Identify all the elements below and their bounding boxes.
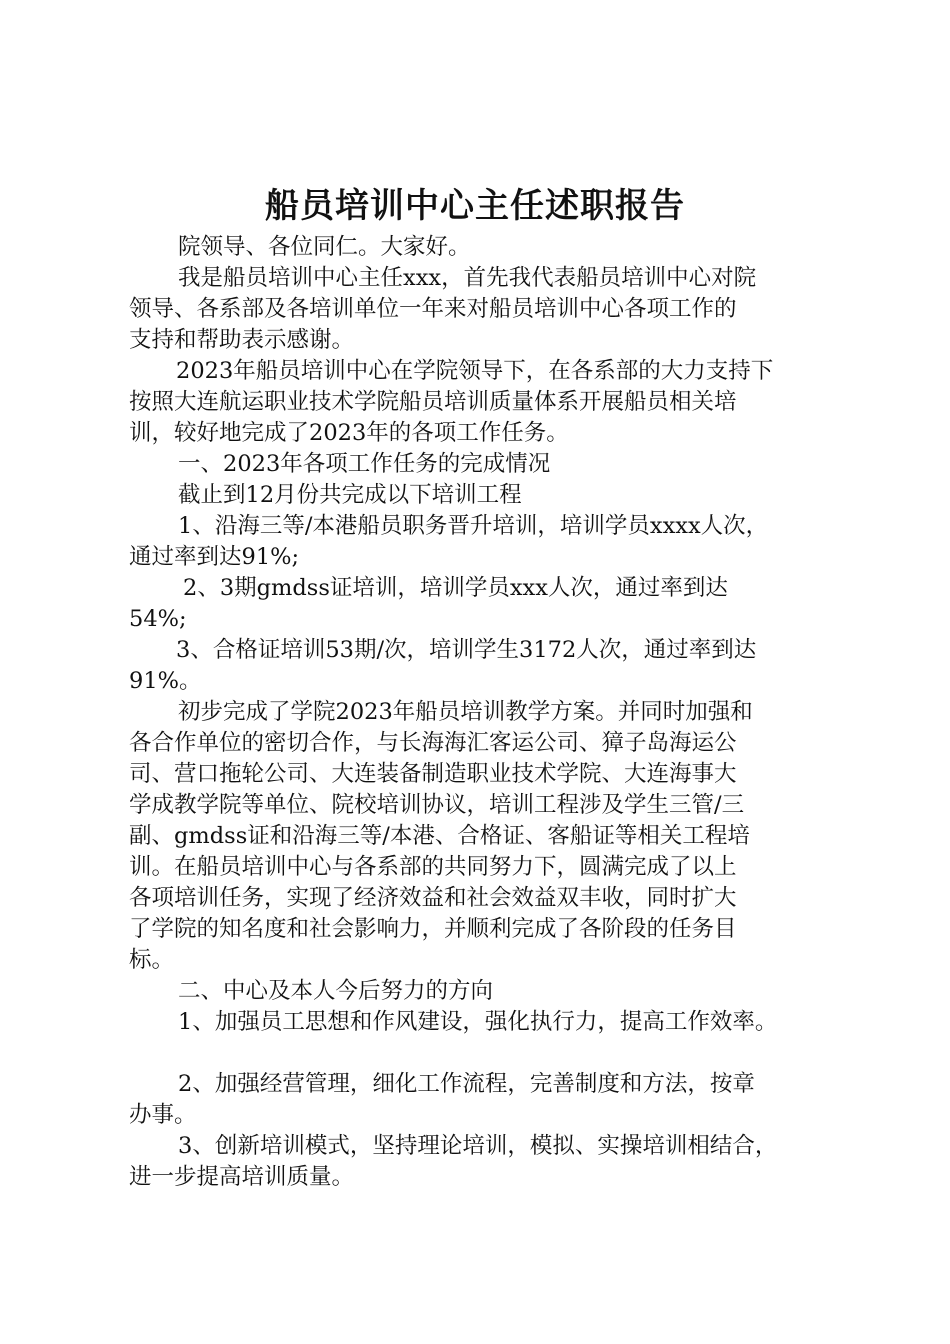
list-item-continuation: 通过率到达91%; [129,544,300,570]
list-item: 3、创新培训模式，坚持理论培训，模拟、实操培训相结合， [178,1133,778,1159]
paragraph-line: 初步完成了学院2023年船员培训教学方案。并同时加强和 [178,699,753,725]
section-heading: 一、2023年各项工作任务的完成情况 [178,451,551,477]
paragraph-line: 各项培训任务，实现了经济效益和社会效益双丰收，同时扩大 [129,885,737,911]
paragraph-line: 司、营口拖轮公司、大连装备制造职业技术学院、大连海事大 [129,761,737,787]
paragraph-line: 按照大连航运职业技术学院船员培训质量体系开展船员相关培 [129,389,737,415]
greeting-line: 院领导、各位同仁。大家好。 [178,234,471,260]
list-item: 2、3期gmdss证培训，培训学员xxx人次，通过率到达 [183,575,728,601]
blank-line [129,1038,835,1069]
list-item-continuation: 54%; [129,606,187,632]
paragraph-line: 训。在船员培训中心与各系部的共同努力下，圆满完成了以上 [129,854,737,880]
paragraph-line: 标。 [129,947,175,973]
paragraph-line: 各合作单位的密切合作，与长海海汇客运公司、獐子岛海运公 [129,730,737,756]
list-item-continuation: 进一步提高培训质量。 [129,1164,355,1190]
paragraph-line: 领导、各系部及各培训单位一年来对船员培训中心各项工作的 [129,296,737,322]
list-item: 1、加强员工思想和作风建设，强化执行力，提高工作效率。 [178,1009,778,1035]
document-title: 船员培训中心主任述职报告 [265,186,685,226]
document-body [129,232,835,1193]
paragraph-line: 2023年船员培训中心在学院领导下，在各系部的大力支持下 [176,358,774,384]
paragraph-line: 我是船员培训中心主任xxx，首先我代表船员培训中心对院 [178,265,757,291]
paragraph-line: 副、gmdss证和沿海三等/本港、合格证、客船证等相关工程培 [129,823,750,849]
section-heading: 二、中心及本人今后努力的方向 [178,978,494,1004]
list-item-continuation: 91%。 [129,668,202,694]
paragraph-line: 训，较好地完成了2023年的各项工作任务。 [129,420,569,446]
paragraph-line: 支持和帮助表示感谢。 [129,327,355,353]
paragraph-line: 学成教学院等单位、院校培训协议，培训工程涉及学生三管/三 [129,792,745,818]
list-item-continuation: 办事。 [129,1102,197,1128]
paragraph-line: 截止到12月份共完成以下培训工程 [178,482,522,508]
list-item: 2、加强经营管理，细化工作流程，完善制度和方法，按章 [178,1071,755,1097]
list-item: 1、沿海三等/本港船员职务晋升培训，培训学员xxxx人次， [178,513,769,539]
paragraph-line: 了学院的知名度和社会影响力，并顺利完成了各阶段的任务目 [129,916,737,942]
list-item: 3、合格证培训53期/次，培训学生3172人次，通过率到达 [176,637,757,663]
